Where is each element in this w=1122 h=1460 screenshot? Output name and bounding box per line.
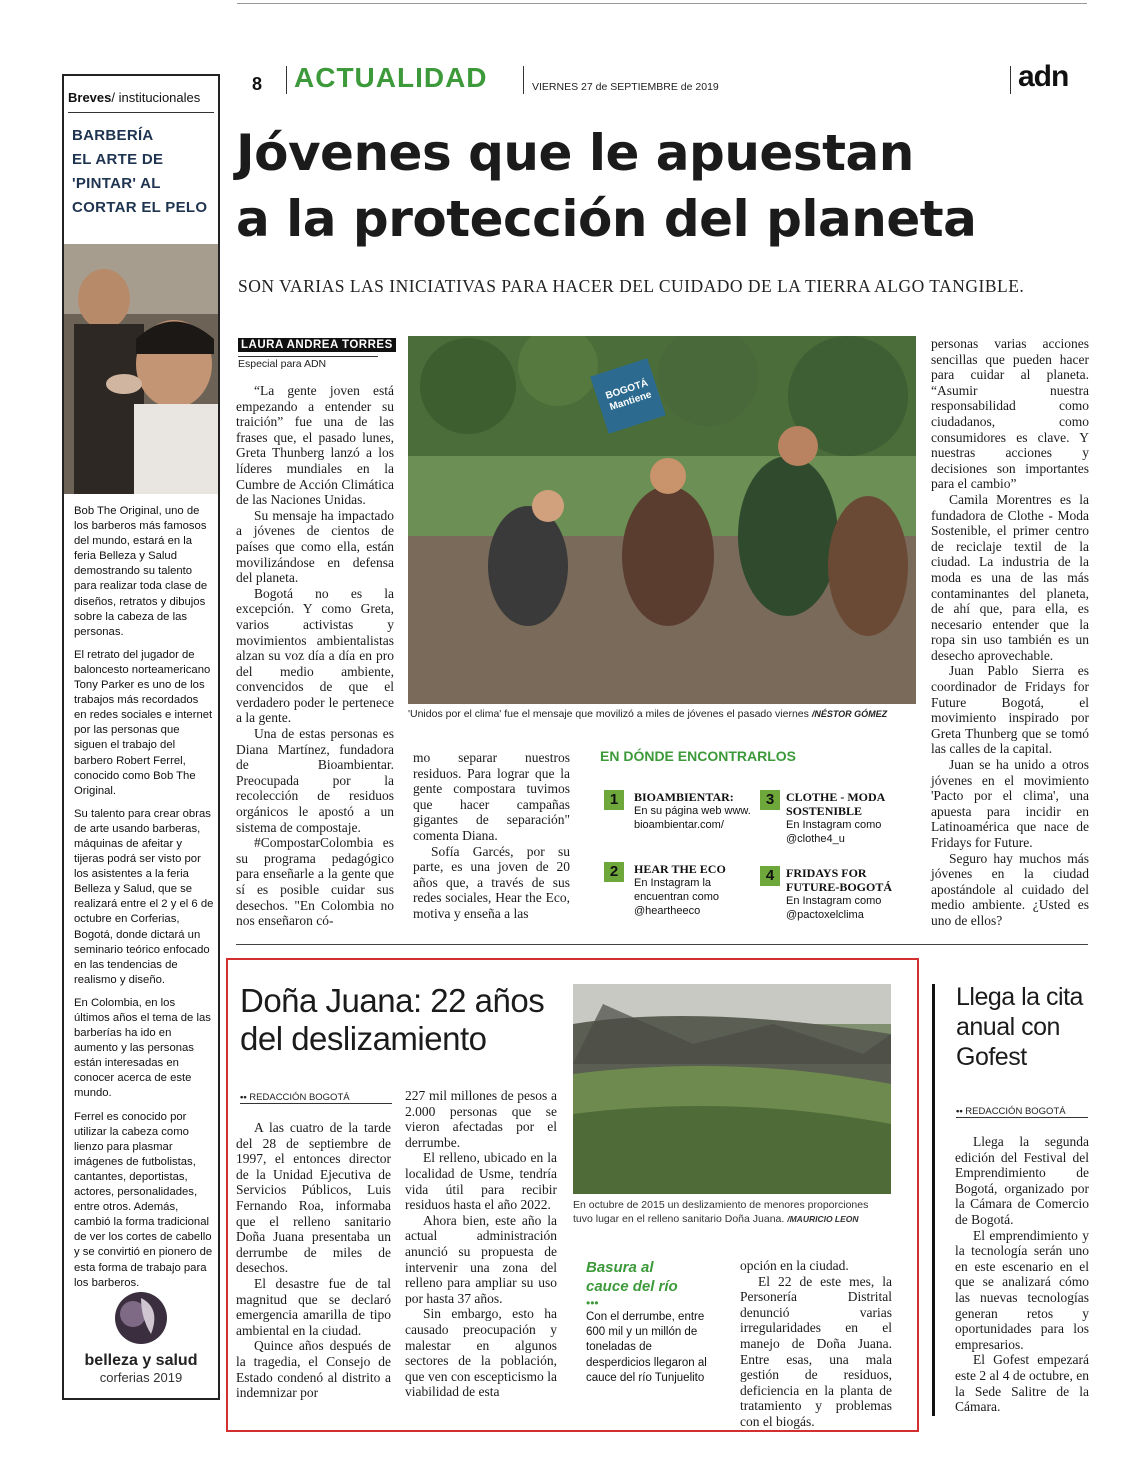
- dona-juana-byline: •• REDACCIÓN BOGOTÁ: [240, 1092, 392, 1104]
- author-name: LAURA ANDREA TORRES: [238, 338, 396, 352]
- landfill-photo-credit: /MAURICIO LEON: [787, 1214, 859, 1224]
- article-column-1: [236, 383, 394, 929]
- page-title-line: Jóvenes que le apuestan: [236, 124, 914, 182]
- breves-divider: [68, 112, 214, 113]
- belleza-logo-line2: corferias 2019: [99, 1370, 183, 1385]
- landfill-caption-text: En octubre de 2015 un deslizamiento de menores proporciones tuvo lugar en el relleno sanitario Doña Juana.: [573, 1199, 869, 1225]
- dona-juana-byline-text: REDACCIÓN BOGOTÁ: [249, 1092, 350, 1103]
- article-paragraph: Sin embargo, esto ha causado preocupación y malestar en algunos sectores de la población, que ven con escepticismo la viabilidad de esta: [405, 1306, 557, 1400]
- article-paragraph: Su mensaje ha impactado a jóvenes de cientos de países que como ella, están movilizándose en defensa del planeta.: [236, 507, 394, 586]
- breves-paragraph: El retrato del jugador de baloncesto norteamericano Tony Parker es uno de los trabajos más recordados en redes sociales e internet por las personas que siguen el trabajo del barbero Robert Ferrel, conocido como Bob The Original.: [74, 648, 213, 797]
- belleza-salud-logo: [64, 1288, 218, 1398]
- breves-paragraph: Su talento para crear obras de arte usando barberas, máquinas de afeitar y tijeras podrá ser visto por los asistentes a la feria Belleza y Salud, que se realizará entre el 2 y el 6 de octubre en Corferias, Bogotá, donde dictará un seminario teórico enfocado en las tendencias de realismo y diseño.: [74, 807, 214, 986]
- article-paragraph: 227 mil millones de pesos a 2.000 personas que se vieron afectadas por el derrumbe.: [405, 1088, 557, 1150]
- barber-photo: [64, 244, 218, 494]
- river-sidebar-text: Con el derrumbe, entre 600 mil y un millón de toneladas de desperdicios llegaron al cauce del río Tunjuelito: [586, 1311, 707, 1384]
- breves-paragraph: Ferrel es conocido por utilizar la cabeza como lienzo para plasmar imágenes de futbolistas, cantantes, deportistas, actores, personalidades, entre otros. Además, cambió la forma tradicional de ver los cortes de cabello y se convirtió en pionero de esta forma de trabajo para los barberos.: [74, 1110, 213, 1289]
- box-item-title: HEAR THE ECO: [634, 862, 726, 876]
- section-title: ACTUALIDAD: [294, 62, 488, 93]
- box-item-number: 1: [604, 790, 624, 810]
- landfill-photo: [573, 984, 891, 1194]
- protest-photo-art: [408, 336, 916, 704]
- article-paragraph: mo separar nuestros residuos. Para lograr que la gente compostara tuvimos que hacer campañas gigantes de separación" comenta Diana.: [413, 750, 570, 843]
- box-item: [604, 790, 754, 832]
- article-paragraph: El desastre fue de tal magnitud que se declaró emergencia amarilla de tipo ambiental en la ciudad.: [236, 1275, 391, 1338]
- article-paragraph: “La gente joven está empezando a entender su traición” fue una de las frases que, el pasado lunes, Greta Thunberg lanzó a los líderes mundiales en la Cumbre de Acción Climática de las Naciones Unidas.: [236, 383, 394, 508]
- box-item-text: En Instagram como @pactoxelclima: [786, 895, 882, 921]
- where-to-find-box: [600, 748, 916, 920]
- breves-headline-line: CORTAR EL PELO: [72, 199, 208, 216]
- photo-caption: [408, 708, 918, 720]
- breves-headline-line: EL ARTE DE: [72, 151, 164, 168]
- photo-caption-text: 'Unidos por el clima' fue el mensaje que movilizó a miles de jóvenes el pasado viernes: [408, 708, 809, 720]
- article-paragraph: El 22 de este mes, la Personería Distrital denunció varias irregularidades en el manejo de Doña Juana. Entre esas, una mala gestión de residuos, deficiencia en la planta de tratamiento y problemas con el biogás.: [740, 1273, 892, 1429]
- box-item-number: 3: [760, 790, 780, 810]
- belleza-logo-line1: belleza y salud: [84, 1352, 198, 1369]
- box-item-text: En su página web www.bioambientar.com/: [634, 805, 751, 831]
- article-paragraph: Llega la segunda edición del Festival del Emprendimiento de Bogotá, organizado por la Cámara de Comercio de Bogotá.: [955, 1134, 1089, 1227]
- page-title: [236, 120, 1096, 252]
- dona-juana-column-2: [405, 1088, 557, 1400]
- page-top-rule: [237, 3, 1087, 4]
- river-sidebar-title-line: cauce del río: [586, 1278, 678, 1295]
- box-item-number: 2: [604, 862, 624, 882]
- article-paragraph: El Gofest empezará este 2 al 4 de octubre, en la Sede Salitre de la Cámara.: [955, 1352, 1089, 1415]
- article-paragraph: Sofía Garcés, por su parte, es una joven de 20 años que, a través de sus redes sociales, Hear the Eco, motiva y enseña a las: [413, 843, 570, 921]
- belleza-logo-icon: [111, 1288, 171, 1348]
- article-paragraph: El relleno, ubicado en la localidad de Usme, tendría vida útil para recibir residuos hasta el año 2022.: [405, 1150, 557, 1213]
- barber-photo-art: [64, 244, 218, 494]
- header-divider: [286, 66, 287, 94]
- article-column-3: [931, 336, 1089, 929]
- article-paragraph: opción en la ciudad.: [740, 1258, 849, 1273]
- breves-body: [74, 504, 214, 1291]
- article-column-2: [413, 750, 570, 922]
- article-paragraph: Quince años después de la tragedia, el Consejo de Estado condenó al distrito a indemnizar por: [236, 1338, 391, 1401]
- subheadline: SON VARIAS LAS INICIATIVAS PARA HACER DEL CUIDADO DE LA TIERRA ALGO TANGIBLE.: [238, 276, 1025, 296]
- breves-paragraph: En Colombia, en los últimos años el tema de las barberías ha ido en aumento y las personas están interesadas en conocer acerca de este mundo.: [74, 996, 211, 1100]
- box-item-title: FRIDAYS FOR FUTURE-BOGOTÁ: [786, 866, 893, 894]
- article-paragraph: Seguro hay muchos más jóvenes en la ciudad apostándole al cuidado del medio ambiente. ¿Usted es uno de ellos?: [931, 850, 1089, 928]
- article-paragraph: Una de estas personas es Diana Martínez, fundadora de Bioambientar. Preocupada por la recolección de residuos orgánicos le apostó a un sistema de compostaje.: [236, 726, 394, 835]
- header-divider: [523, 66, 524, 94]
- article-paragraph: El emprendimiento y la tecnología serán uno en este escenario en el que se analizará cómo las nuevas tecnologías generan retos y oportunidades para los empresarios.: [955, 1227, 1089, 1352]
- author-role: Especial para ADN: [238, 356, 378, 370]
- breves-paragraph: Bob The Original, uno de los barberos más famosos del mundo, estará en la feria Belleza y Salud demostrando su talento para realizar toda clase de diseños, retratos y dibujos sobre la cabeza de las personas.: [74, 505, 208, 638]
- gofest-headline: Llega la cita anual con Gofest: [956, 983, 1083, 1071]
- page-title-line: a la protección del planeta: [236, 190, 977, 248]
- gofest-rule: [932, 984, 935, 1416]
- gofest-column: [955, 1134, 1089, 1415]
- box-item-title: BIOAMBIENTAR:: [634, 790, 734, 804]
- box-item: [604, 862, 754, 918]
- page-number: 8: [252, 74, 263, 94]
- river-sidebar-dots: •••: [586, 1296, 599, 1310]
- landfill-caption: [573, 1198, 891, 1226]
- issue-date: VIERNES 27 de SEPTIEMBRE de 2019: [532, 81, 719, 93]
- breves-label: [68, 90, 200, 105]
- article-paragraph: personas varias acciones sencillas que pueden hacer para cuidar al planeta. “Asumir nuestra responsabilidad como ciudadanos, como consumidores es clave. Y nuestras acciones y decisiones son importantes para el cambio”: [931, 336, 1089, 492]
- article-paragraph: #CompostarColombia es su programa pedagógico para enseñarle a la gente que sí es posible cuidar sus desechos. "En Colombia no nos enseñaron có-: [236, 835, 394, 929]
- gofest-byline: •• REDACCIÓN BOGOTÁ: [956, 1106, 1088, 1118]
- where-to-find-title: EN DÓNDE ENCONTRARLOS: [600, 748, 797, 764]
- protest-photo: [408, 336, 916, 704]
- box-item: [760, 866, 910, 922]
- breves-label-bold: Breves: [68, 90, 112, 105]
- article-paragraph: A las cuatro de la tarde del 28 de septiembre de 1997, el entonces director de la Unidad Ejecutiva de Servicios Públicos, Luis Fernando Roa, informaba que el relleno sanitario Doña Juana presentaba un derrumbe de miles de desechos.: [236, 1120, 391, 1276]
- section-separator: [236, 944, 1088, 945]
- landfill-photo-art: [573, 984, 891, 1194]
- breves-label-rest: / institucionales: [111, 90, 201, 105]
- dona-juana-column-3: [740, 1258, 892, 1430]
- article-paragraph: Camila Morentres es la fundadora de Clothe - Moda Sostenible, el primer centro de reciclaje textil de la ciudad. La industria de la moda es una de las más contaminantes del planeta, de ahí que, para ella, es necesario entender que la ropa sin uso también es un desecho aprovechable.: [931, 491, 1089, 663]
- breves-headline: [72, 124, 207, 220]
- river-sidebar-title-line: Basura al: [586, 1259, 654, 1276]
- article-paragraph: Bogotá no es la excepción. Y como Greta, varios activistas y movimientos ambientalistas alzan su voz día a día en pro del medio ambiente, convencidos de que el verdadero poder le pertenece a la gente.: [236, 585, 394, 726]
- breves-sidebar: [62, 74, 220, 1400]
- river-sidebar-title: [586, 1258, 716, 1296]
- gofest-byline-text: REDACCIÓN BOGOTÁ: [965, 1106, 1066, 1117]
- breves-headline-line: BARBERÍA: [72, 127, 154, 144]
- photo-credit: /NÉSTOR GÓMEZ: [811, 709, 888, 719]
- article-paragraph: Juan se ha unido a otros jóvenes en el movimiento 'Pacto por el clima', una apuesta para incidir en Latinoamérica que nace de Fridays for Future.: [931, 757, 1089, 850]
- box-item-number: 4: [760, 866, 780, 886]
- article-paragraph: Ahora bien, este año la actual administración anunció su propuesta de intervenir una zona del relleno para ampliar su uso por hasta 37 años.: [405, 1212, 557, 1306]
- river-sidebar: [586, 1258, 716, 1386]
- adn-logo: adn: [1018, 60, 1069, 93]
- dona-juana-headline: Doña Juana: 22 años del deslizamiento: [240, 982, 545, 1057]
- header-divider: [1010, 66, 1011, 94]
- box-item-text: En Instagram la encuentran como @heartheeco: [634, 877, 719, 917]
- dona-juana-column-1: [236, 1120, 391, 1401]
- box-item: [760, 790, 910, 846]
- box-item-text: En Instagram como @clothe4_u: [786, 819, 882, 845]
- box-item-title: CLOTHE - MODA SOSTENIBLE: [786, 790, 885, 818]
- protest-sign: BOGOTÁ Mantiene: [604, 377, 654, 414]
- breves-headline-line: 'PINTAR' AL: [72, 175, 161, 192]
- article-paragraph: Juan Pablo Sierra es coordinador de Fridays for Future Bogotá, el movimiento inspirado por Greta Thunberg que se tomó las calles de la capital.: [931, 663, 1089, 757]
